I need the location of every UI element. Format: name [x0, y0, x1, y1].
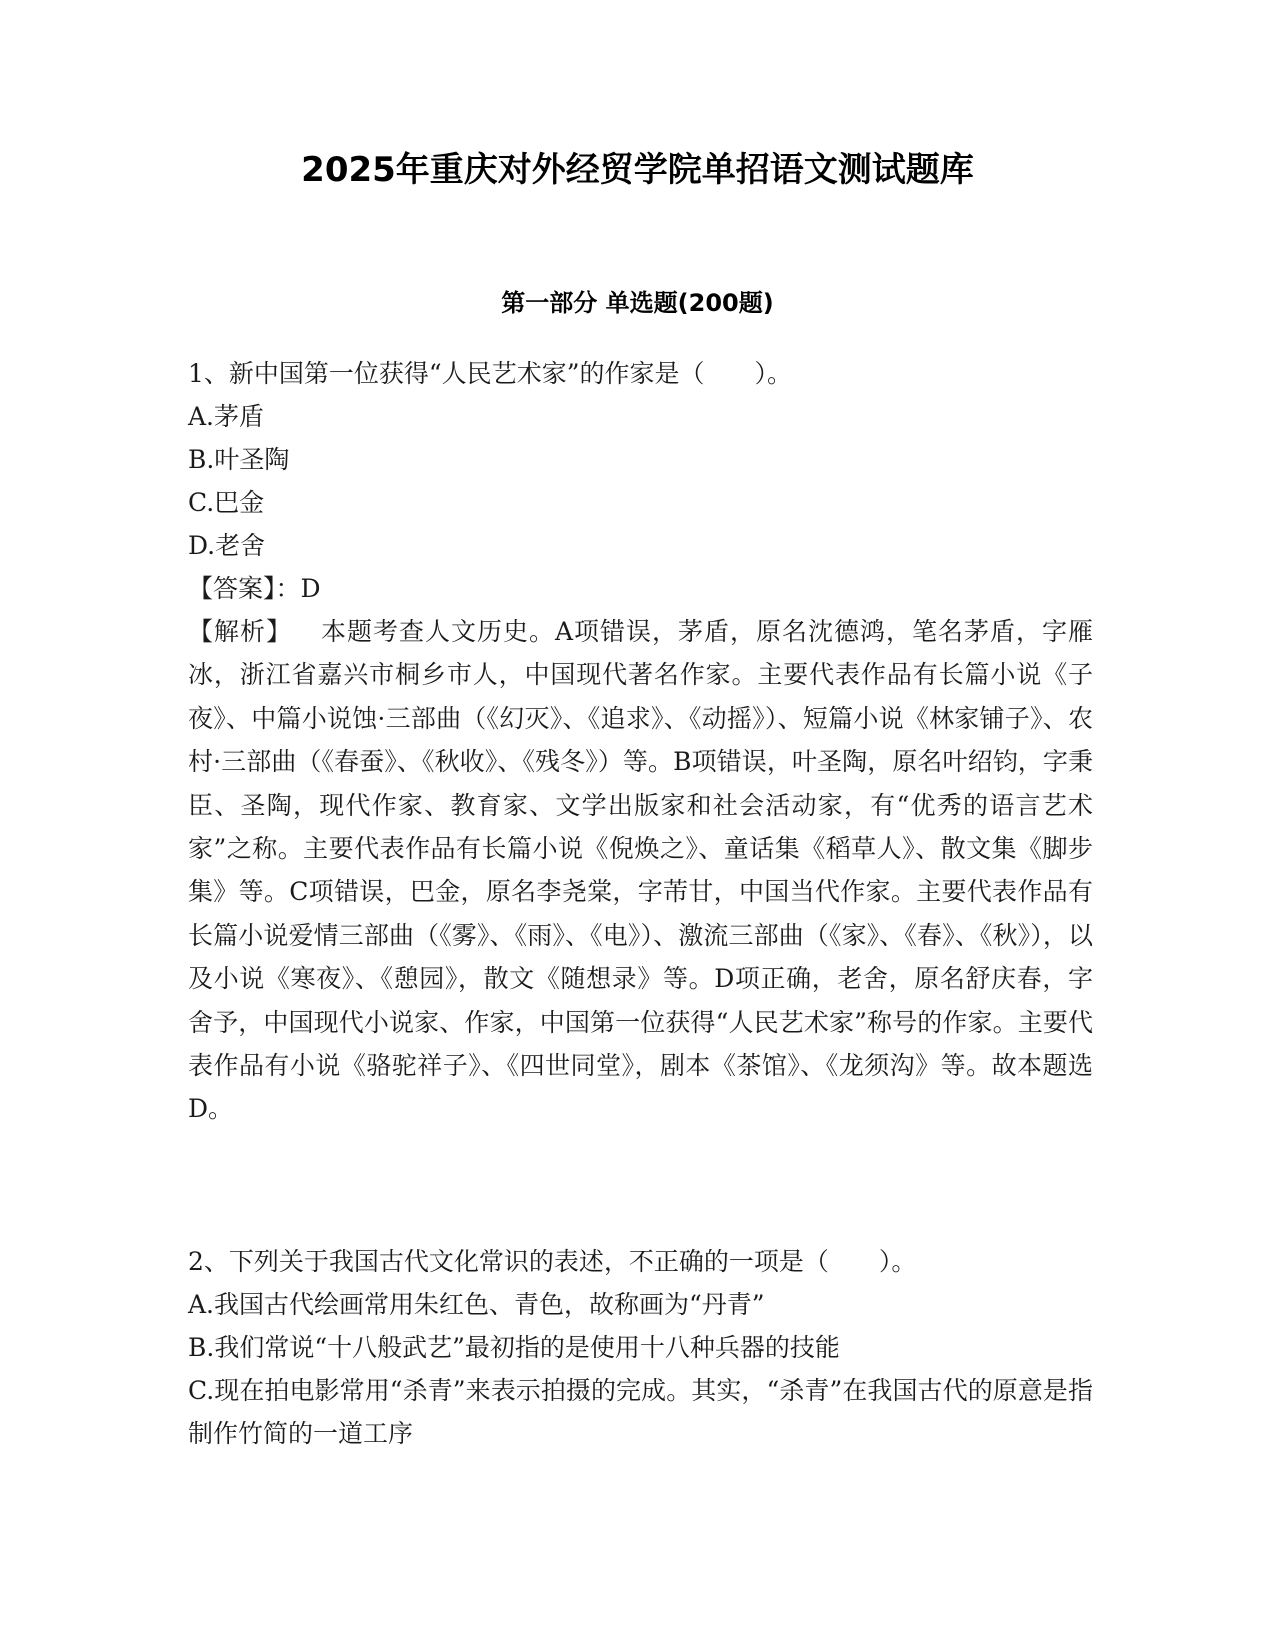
- question-2: [188, 1240, 1093, 1456]
- question-stem: 1、新中国第一位获得“人民艺术家”的作家是（ ）。: [188, 359, 792, 388]
- section-title: 第一部分 单选题(200题): [501, 289, 774, 317]
- answer-label: 【答案】：: [188, 574, 301, 603]
- answer-row: [188, 567, 1093, 610]
- option-a: A.我国古代绘画常用朱红色、青色，故称画为“丹青”: [188, 1290, 765, 1319]
- option-c: C.巴金: [188, 488, 265, 517]
- question-1: [188, 352, 1093, 1131]
- option-b: B.我们常说“十八般武艺”最初指的是使用十八种兵器的技能: [188, 1333, 840, 1362]
- analysis-block: [188, 610, 1093, 1131]
- option-b: B.叶圣陶: [188, 445, 290, 474]
- document-title: 2025年重庆对外经贸学院单招语文测试题库: [301, 150, 974, 190]
- option-a: A.茅盾: [188, 402, 265, 431]
- question-stem: 2、下列关于我国古代文化常识的表述，不正确的一项是（ ）。: [188, 1247, 917, 1276]
- analysis-text: 本题考查人文历史。A项错误，茅盾，原名沈德鸿，笔名茅盾，字雁冰，浙江省嘉兴市桐乡市人，中国现代著名作家。主要代表作品有长篇小说《子夜》、中篇小说蚀·三部曲（《幻灭》、《追求》、《动摇》）、短篇小说《林家铺子》、农村·三部曲（《春蚕》、《秋收》、《残冬》）等。B项错误，叶圣陶，原名叶绍钧，字秉臣、圣陶，现代作家、教育家、文学出版家和社会活动家，有“优秀的语言艺术家”之称。主要代表作品有长篇小说《倪焕之》、童话集《稻草人》、散文集《脚步集》等。C项错误，巴金，原名李尧棠，字芾甘，中国当代作家。主要代表作品有长篇小说爱情三部曲（《雾》、《雨》、《电》）、激流三部曲（《家》、《春》、《秋》），以及小说《寒夜》、《憩园》，散文《随想录》等。D项正确，老舍，原名舒庆春，字舍予，中国现代小说家、作家，中国第一位获得“人民艺术家”称号的作家。主要代表作品有小说《骆驼祥子》、《四世同堂》，剧本《茶馆》、《龙须沟》等。故本题选D。: [188, 617, 1093, 1124]
- option-c: C.现在拍电影常用“杀青”来表示拍摄的完成。其实，“杀青”在我国古代的原意是指制作竹简的一道工序: [188, 1376, 1093, 1449]
- option-d: D.老舍: [188, 531, 266, 560]
- analysis-label: 【解析】: [188, 617, 292, 646]
- answer-value: D: [300, 574, 321, 603]
